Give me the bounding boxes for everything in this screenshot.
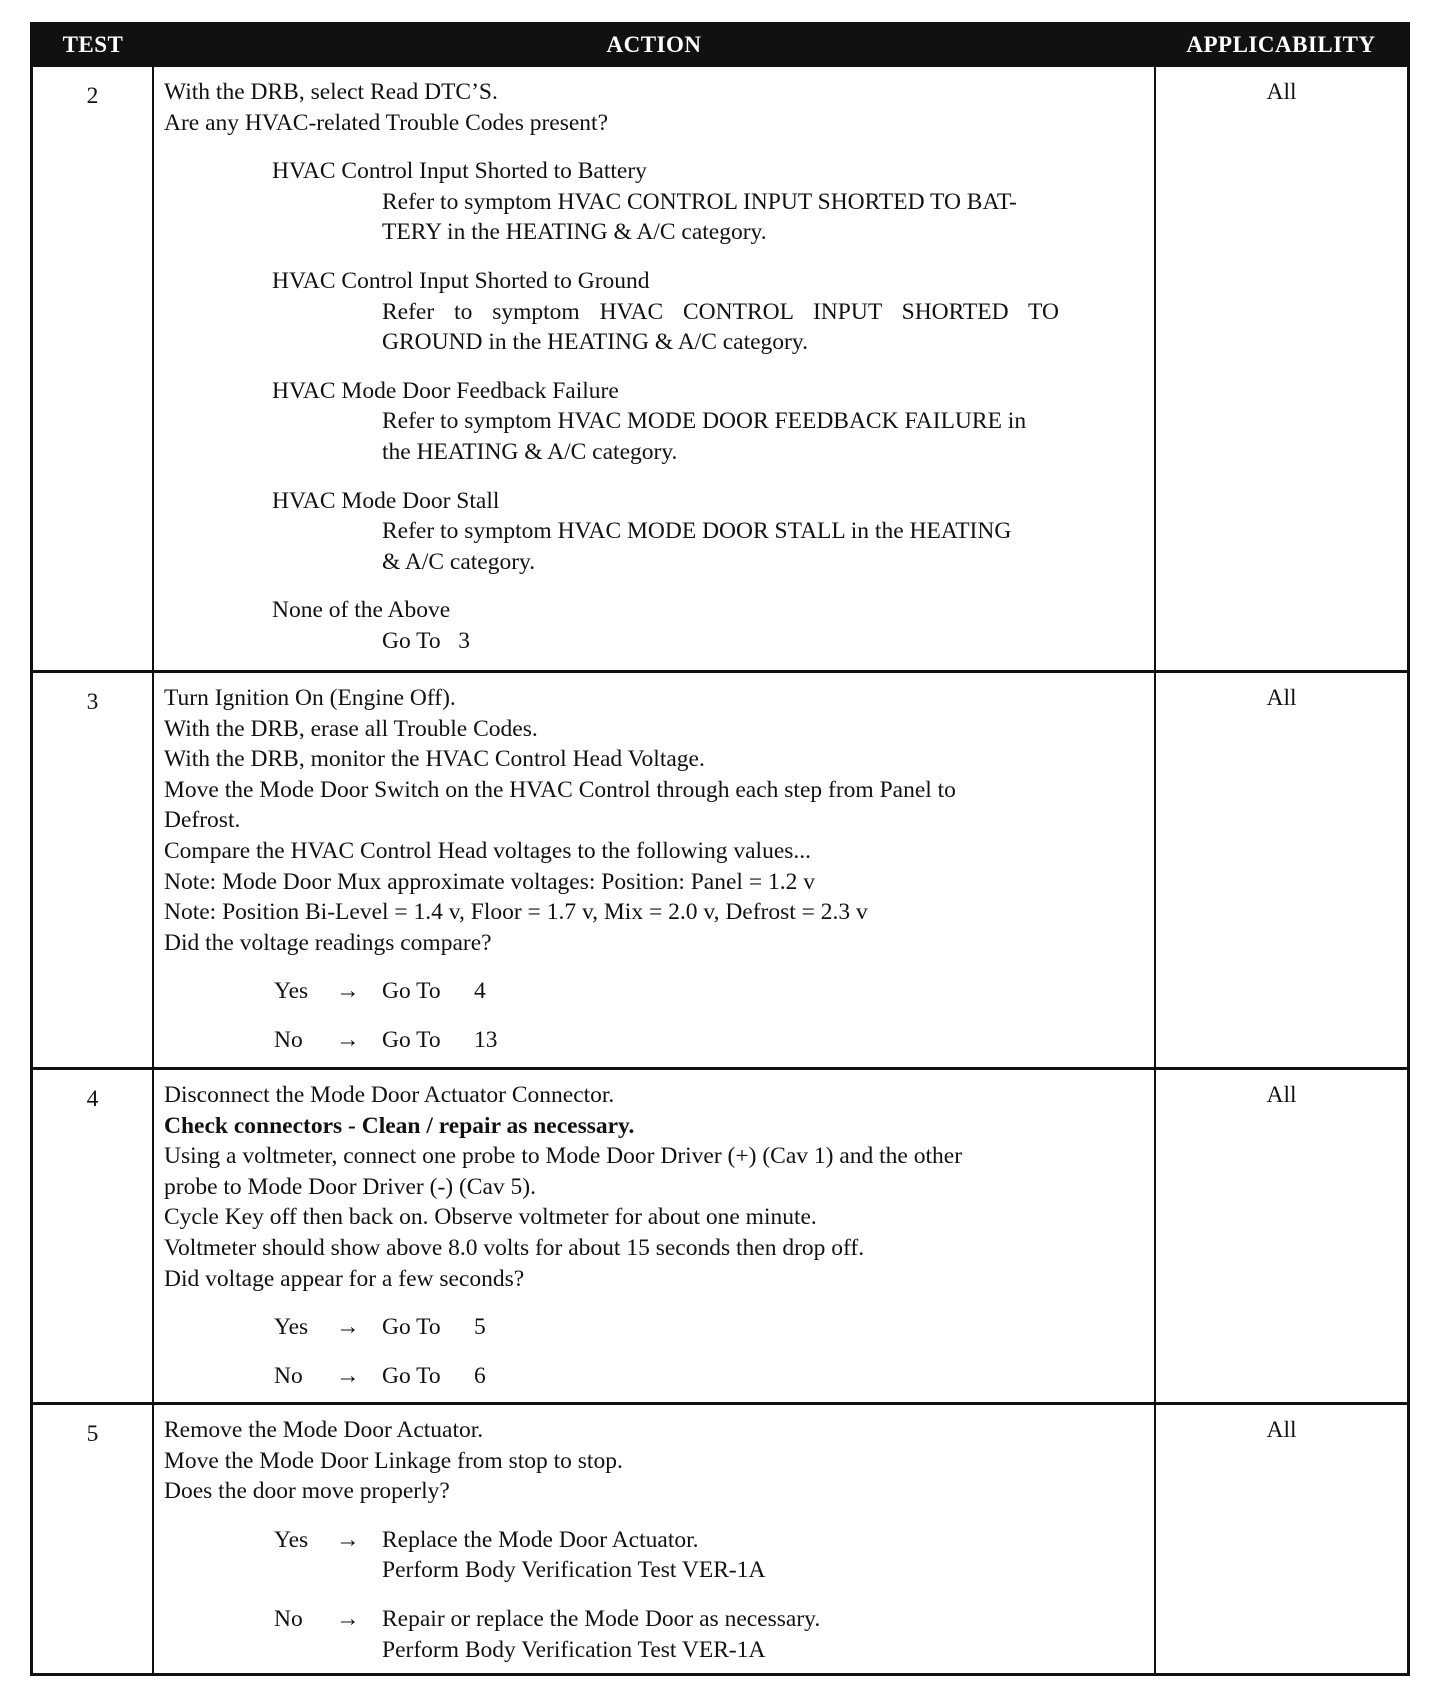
action-line: Compare the HVAC Control Head voltages to the following values... [164, 837, 812, 864]
table-row [33, 1404, 1407, 1676]
desc-line: TERY in the HEATING & A/C category. [382, 219, 767, 246]
header-action: ACTION [153, 25, 1155, 66]
action-line: With the DRB, select Read DTC’S. [164, 79, 498, 105]
answer-label: No [274, 1362, 303, 1389]
yes-option [164, 976, 1146, 1007]
desc-line: GROUND in the HEATING & A/C category. [382, 329, 808, 356]
action-line: Disconnect the Mode Door Actuator Connector. [164, 1082, 615, 1108]
none-of-above-entry [164, 595, 1146, 656]
trouble-code-title: HVAC Mode Door Stall [272, 487, 500, 514]
trouble-code-title: HVAC Control Input Shorted to Battery [272, 158, 647, 185]
action-line: Note: Mode Door Mux approximate voltages: Position: Panel = 1.2 v [164, 868, 815, 895]
yes-option [164, 1312, 1146, 1343]
action-line: Remove the Mode Door Actuator. [164, 1417, 484, 1443]
answer-label: Yes [274, 1314, 309, 1341]
goto-label: Go To [382, 978, 441, 1005]
trouble-code-desc [272, 297, 1146, 358]
trouble-code-desc [272, 516, 1146, 577]
result-line: Replace the Mode Door Actuator. [382, 1526, 699, 1553]
goto-instruction [272, 626, 1146, 657]
arrow-icon: → [336, 978, 360, 1005]
applicability-value: All [1155, 66, 1407, 672]
action-line: With the DRB, erase all Trouble Codes. [164, 715, 538, 742]
no-option [164, 1361, 1146, 1392]
action-line: Move the Mode Door Switch on the HVAC Control through each step from Panel to [164, 776, 956, 803]
arrow-icon: → [336, 1026, 360, 1053]
goto-label: Go To [382, 627, 441, 654]
arrow-icon: → [336, 1605, 360, 1632]
result-line: Perform Body Verification Test VER-1A [382, 1557, 766, 1584]
applicability-value: All [1155, 1069, 1407, 1404]
action-cell [153, 66, 1155, 672]
table-row [33, 672, 1407, 1069]
yes-option [164, 1525, 1146, 1586]
no-option [164, 1604, 1146, 1665]
desc-line: Refer to symptom HVAC CONTROL INPUT SHORTED TO [382, 298, 1059, 325]
action-cell [153, 672, 1155, 1069]
action-cell [153, 1069, 1155, 1404]
goto-label: Go To [382, 1362, 441, 1389]
trouble-code-desc [272, 187, 1146, 248]
trouble-code-entry [164, 266, 1146, 358]
result-text [382, 1525, 765, 1586]
goto-target: 6 [474, 1362, 486, 1389]
trouble-code-desc [272, 406, 1146, 467]
desc-line: Refer to symptom HVAC CONTROL INPUT SHORTED TO BAT- [382, 188, 1017, 215]
none-of-above-title: None of the Above [272, 597, 451, 624]
goto-target: 13 [474, 1026, 498, 1053]
no-option [164, 1025, 1146, 1056]
table-row [33, 1069, 1407, 1404]
trouble-code-entry [164, 156, 1146, 248]
desc-line: Refer to symptom HVAC MODE DOOR STALL in the HEATING [382, 518, 1012, 545]
result-line: Perform Body Verification Test VER-1A [382, 1636, 766, 1663]
action-line: With the DRB, monitor the HVAC Control Head Voltage. [164, 746, 705, 773]
action-line-bold: Check connectors - Clean / repair as necessary. [164, 1112, 635, 1139]
answer-label: Yes [274, 978, 309, 1005]
arrow-icon: → [336, 1526, 360, 1553]
trouble-code-entry [164, 486, 1146, 578]
trouble-code-title: HVAC Control Input Shorted to Ground [272, 267, 650, 294]
header-test: TEST [33, 25, 153, 66]
action-line: Defrost. [164, 807, 241, 834]
answer-label: No [274, 1605, 303, 1632]
action-line: Did the voltage readings compare? [164, 929, 492, 956]
goto-target: 5 [474, 1314, 486, 1341]
test-number: 2 [33, 66, 153, 672]
header-applicability: APPLICABILITY [1155, 25, 1407, 66]
action-line: Voltmeter should show above 8.0 volts for about 15 seconds then drop off. [164, 1234, 865, 1261]
arrow-icon: → [336, 1314, 360, 1341]
result-text [382, 1604, 820, 1665]
action-line: Turn Ignition On (Engine Off). [164, 685, 456, 711]
action-line: Using a voltmeter, connect one probe to Mode Door Driver (+) (Cav 1) and the other [164, 1143, 963, 1170]
goto-label: Go To [382, 1314, 441, 1341]
applicability-value: All [1155, 1404, 1407, 1676]
diagnostic-table-sheet [30, 22, 1410, 1676]
trouble-code-entry [164, 376, 1146, 468]
action-line: Note: Position Bi-Level = 1.4 v, Floor = 1.7 v, Mix = 2.0 v, Defrost = 2.3 v [164, 899, 868, 926]
desc-line: the HEATING & A/C category. [382, 438, 678, 465]
desc-line: Refer to symptom HVAC MODE DOOR FEEDBACK FAILURE in [382, 408, 1027, 435]
action-line: Move the Mode Door Linkage from stop to stop. [164, 1447, 623, 1474]
action-line: probe to Mode Door Driver (-) (Cav 5). [164, 1173, 536, 1200]
action-line: Are any HVAC-related Trouble Codes present? [164, 109, 609, 136]
arrow-icon: → [336, 1362, 360, 1389]
goto-target: 4 [474, 978, 486, 1005]
action-cell [153, 1404, 1155, 1676]
header-row [33, 25, 1407, 66]
test-number: 3 [33, 672, 153, 1069]
goto-target: 3 [458, 627, 471, 654]
table-row [33, 66, 1407, 672]
goto-label: Go To [382, 1026, 441, 1053]
answer-label: Yes [274, 1526, 309, 1553]
diagnostic-table [33, 25, 1407, 1675]
action-line: Did voltage appear for a few seconds? [164, 1265, 525, 1292]
answer-label: No [274, 1026, 303, 1053]
action-line: Cycle Key off then back on. Observe voltmeter for about one minute. [164, 1204, 817, 1231]
action-line: Does the door move properly? [164, 1478, 450, 1505]
trouble-code-title: HVAC Mode Door Feedback Failure [272, 377, 619, 404]
desc-line: & A/C category. [382, 548, 536, 575]
result-line: Repair or replace the Mode Door as necessary. [382, 1605, 821, 1632]
test-number: 5 [33, 1404, 153, 1676]
test-number: 4 [33, 1069, 153, 1404]
applicability-value: All [1155, 672, 1407, 1069]
